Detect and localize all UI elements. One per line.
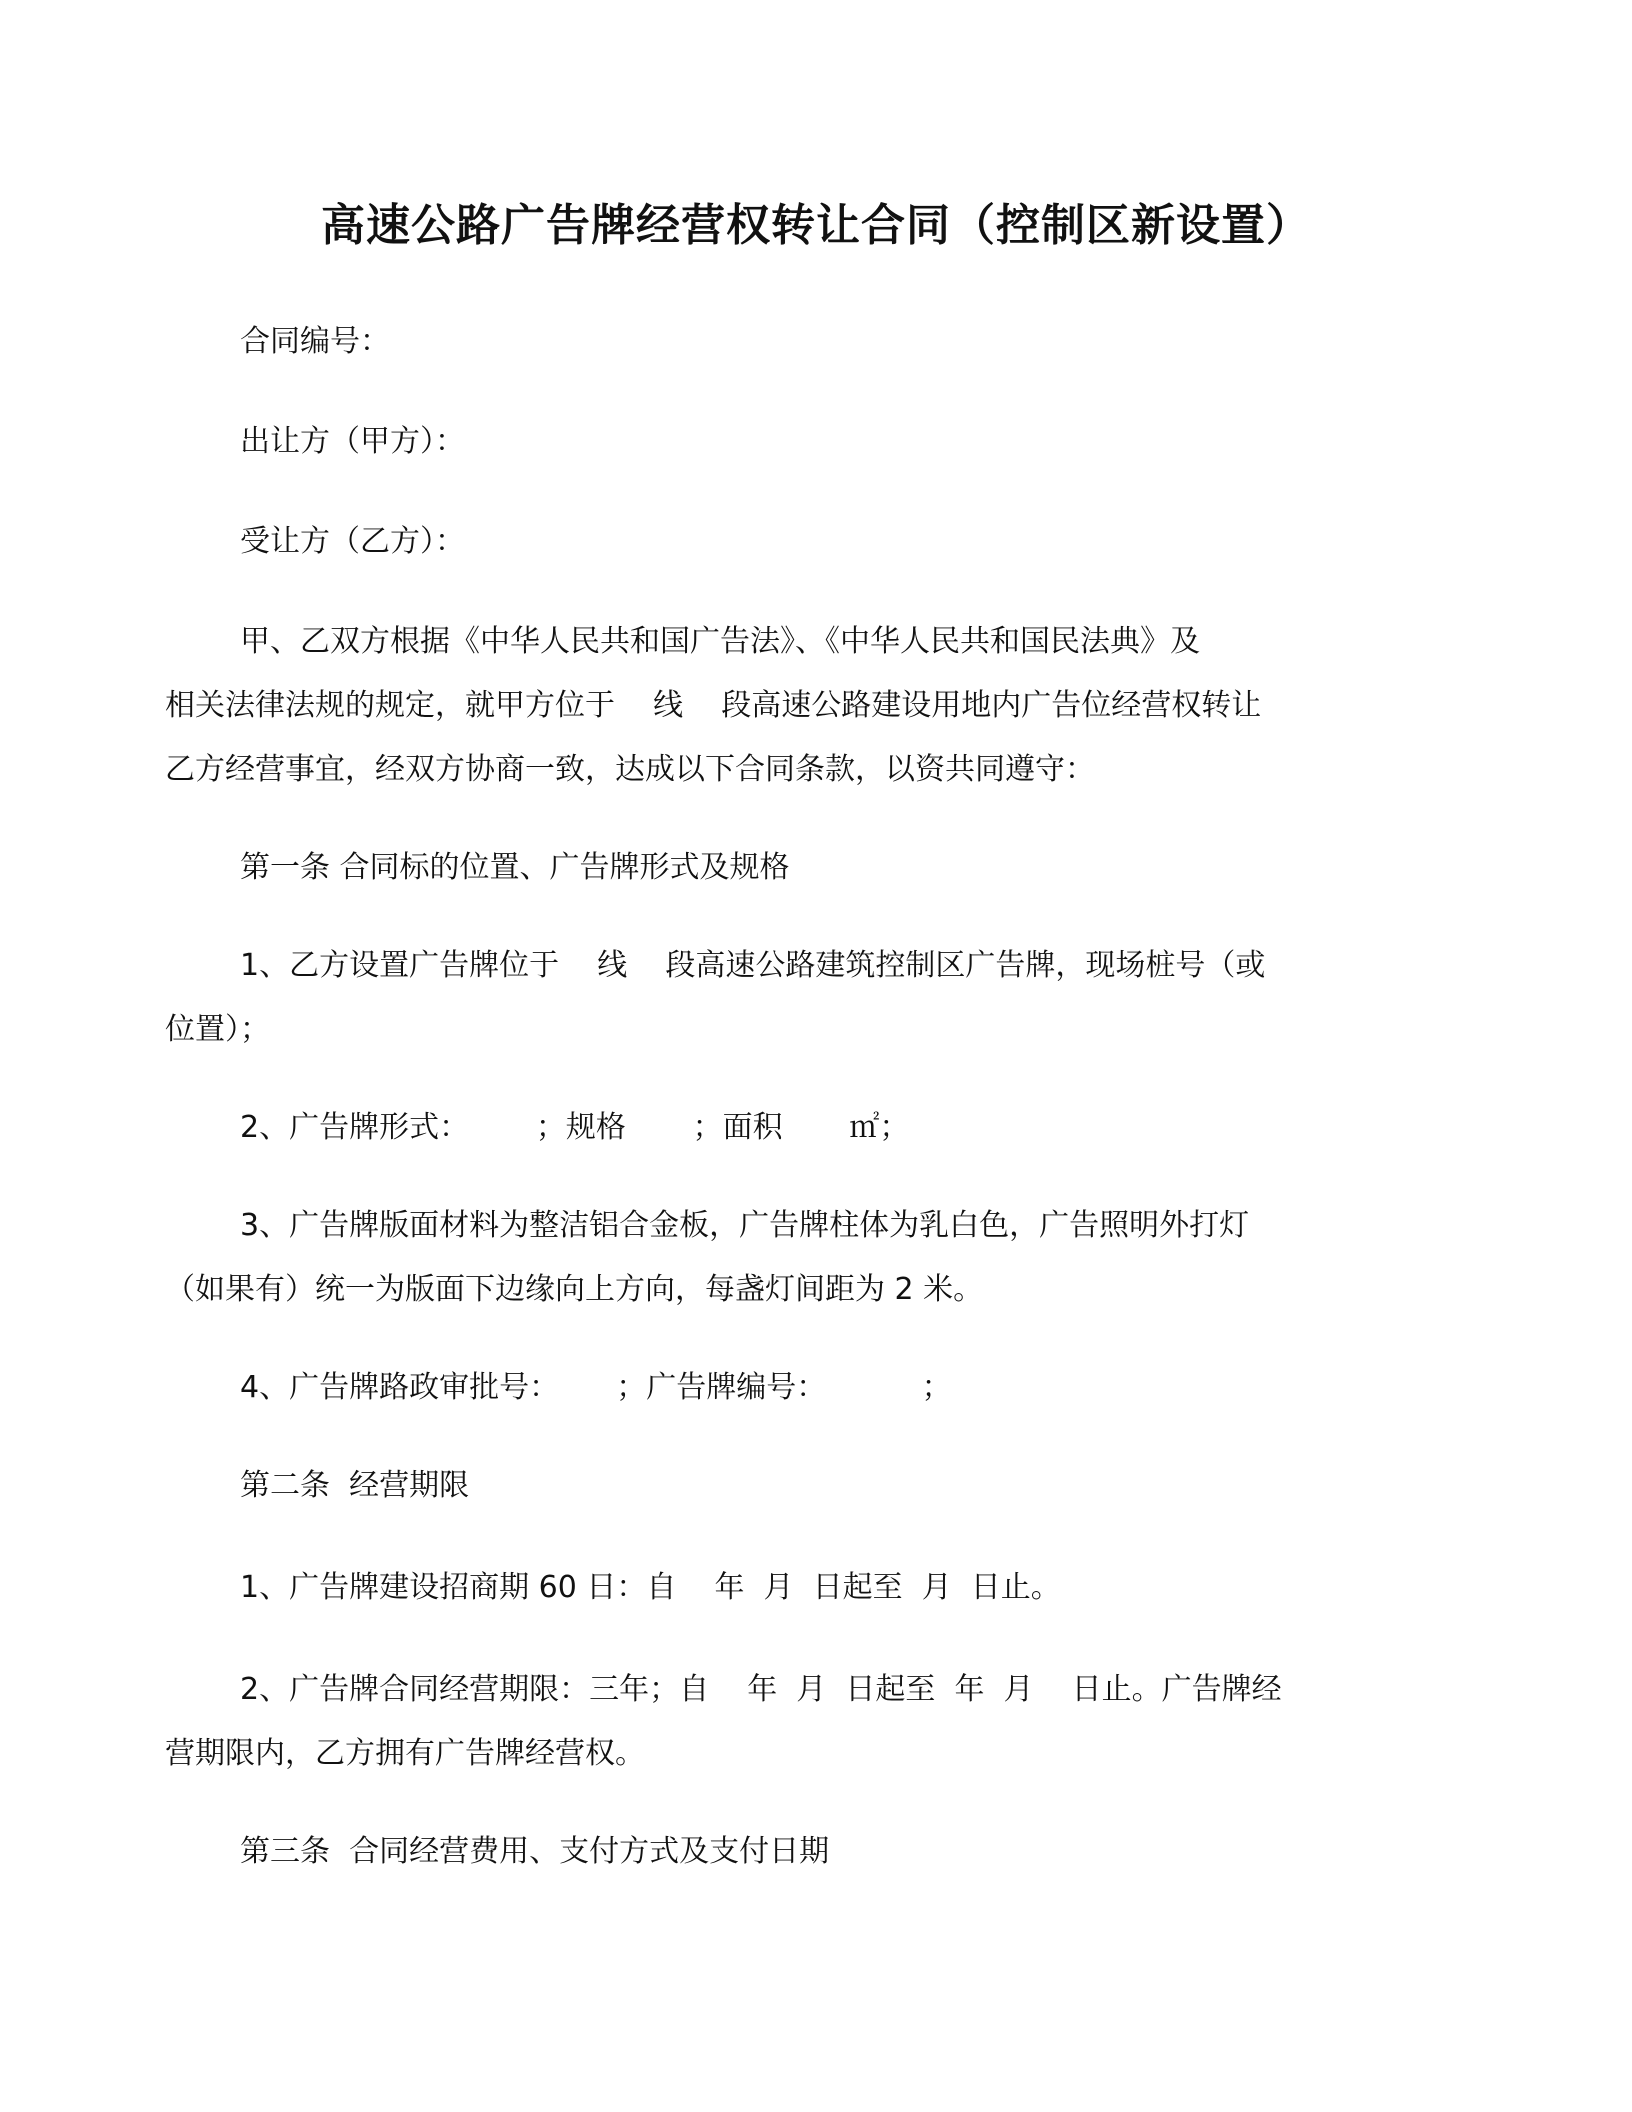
party-b-label: 受让方（乙方）： [240,524,465,559]
article-1-item-3-line-1: 3、广告牌版面材料为整洁铝合金板，广告牌柱体为乳白色，广告照明外打灯 [240,1208,1250,1243]
article-2-title: 第二条 经营期限 [240,1468,470,1503]
article-3-title: 第三条 合同经营费用、支付方式及支付日期 [240,1834,830,1869]
article-1-title: 第一条 合同标的位置、广告牌形式及规格 [240,850,790,885]
article-1-item-1-line-2: 位置）； [165,1012,270,1047]
contract-number-label: 合同编号： [240,324,390,359]
article-2-item-2-line-2: 营期限内，乙方拥有广告牌经营权。 [165,1736,645,1771]
article-1-item-3-line-2: （如果有）统一为版面下边缘向上方向，每盏灯间距为 2 米。 [165,1272,984,1307]
intro-line-3: 乙方经营事宜，经双方协商一致，达成以下合同条款，以资共同遵守： [165,752,1095,787]
article-1-item-1-line-1: 1、乙方设置广告牌位于 线 段高速公路建筑控制区广告牌，现场桩号（或 [240,948,1266,983]
intro-line-2: 相关法律法规的规定，就甲方位于 线 段高速公路建设用地内广告位经营权转让 [165,688,1262,723]
document-title: 高速公路广告牌经营权转让合同（控制区新设置） [321,200,1311,251]
party-a-label: 出让方（甲方）： [240,424,465,459]
intro-line-1: 甲、乙双方根据《中华人民共和国广告法》、《中华人民共和国民法典》及 [240,624,1200,659]
article-2-item-2-line-1: 2、广告牌合同经营期限：三年；自 年 月 日起至 年 月 日止。广告牌经 [240,1672,1282,1707]
article-1-item-4: 4、广告牌路政审批号： ；广告牌编号： ； [240,1370,952,1405]
article-2-item-1: 1、广告牌建设招商期 60 日：自 年 月 日起至 月 日止。 [240,1570,1061,1605]
article-1-item-2: 2、广告牌形式： ；规格 ；面积 ㎡； [240,1110,910,1145]
